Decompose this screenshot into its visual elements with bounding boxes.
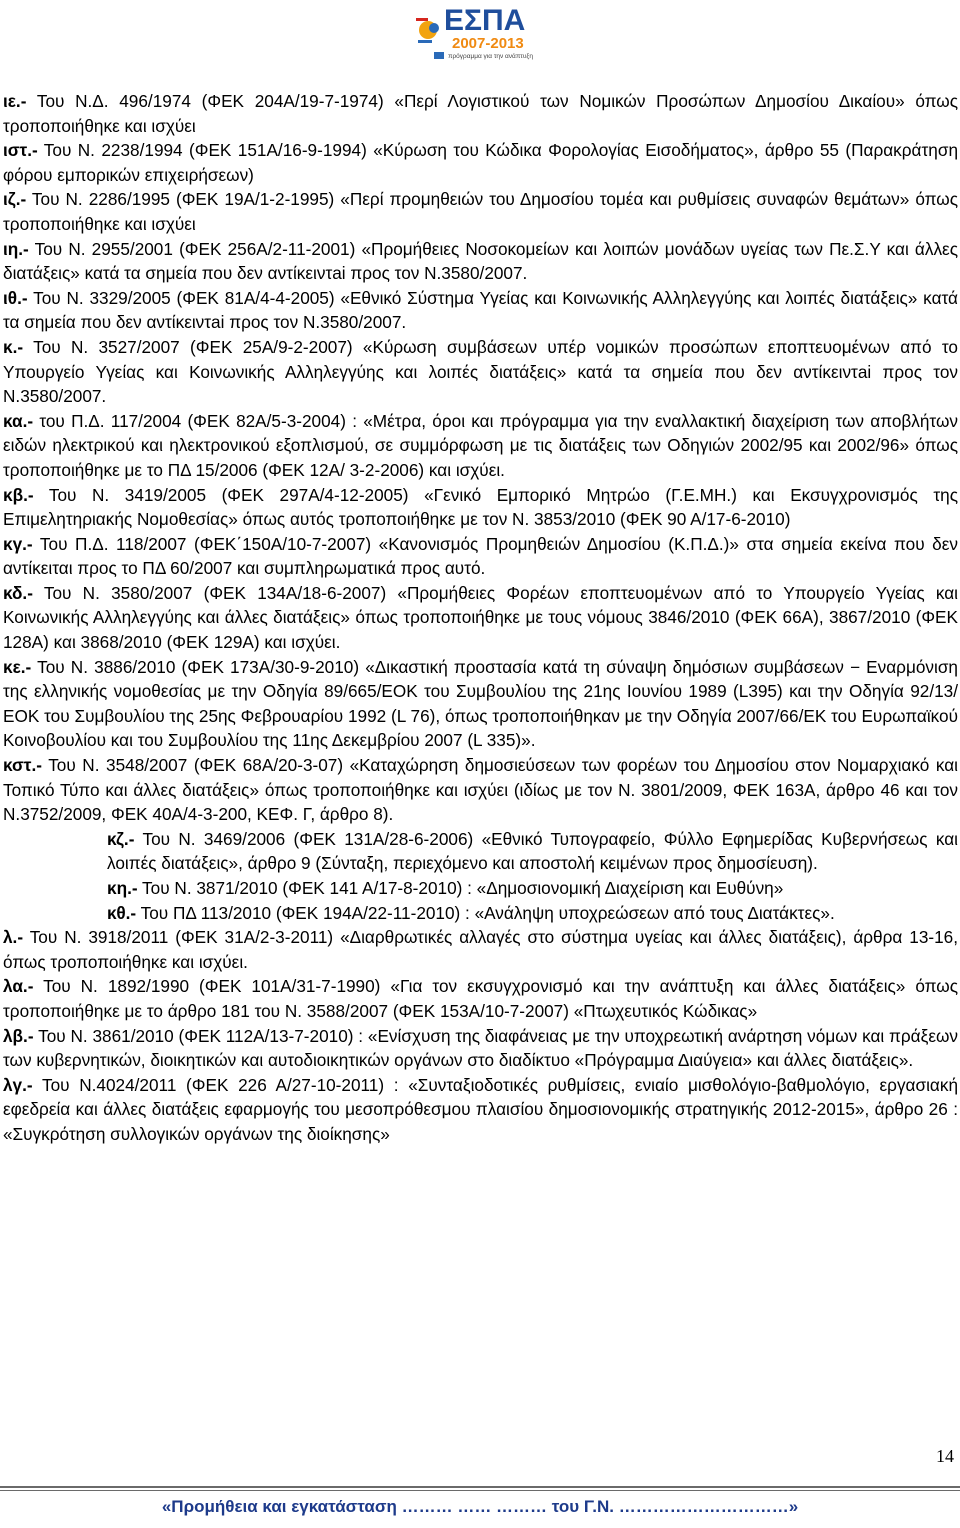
item-label: κη.- xyxy=(107,878,138,898)
item-label: κζ.- xyxy=(107,828,135,849)
item-text: Του Ν. 1892/1990 (ΦΕΚ 101Α/31-7-1990) «Για τον εκσυγχρονισμό και την ανάπτυξη και άλλες διατάξεις» όπως τροποποιήθηκε με το άρθρο 181 του Ν. 3588/2007 (ΦΕΚ 153Α/10-7-2007) «Πτωχευτικός Κώδικας» xyxy=(3,976,958,1021)
item-text: Του Ν. 3861/2010 (ΦΕΚ 112Α/13-7-2010) : «Ενίσχυση της διαφάνειας με την υποχρεωτική ανάρτηση νόμων και πράξεων των κυβερνητικών, διοικητικών και αυτοδιοικητικών οργάνων στο διαδίκτυο «Πρόγραμμα Διαύγεια» και άλλες διατάξεις». xyxy=(3,1025,958,1071)
legislation-item xyxy=(3,237,958,286)
legislation-item xyxy=(3,974,958,1023)
logo-emblem-icon xyxy=(416,18,439,43)
item-label: ιζ.- xyxy=(3,189,27,210)
legislation-item xyxy=(3,753,958,827)
legislation-item xyxy=(3,901,958,926)
item-text: Του Ν. 3329/2005 (ΦΕΚ 81Α/4-4-2005) «Εθνικό Σύστημα Υγείας και Κοινωνικής Αλληλεγγύης και λοιπές διατάξεις» κατά τα σημεία που δεν αντίκειντai προς τον Ν.3580/2007. xyxy=(3,287,958,333)
item-text: του Π.Δ. 117/2004 (ΦΕΚ 82Α/5-3-2004) : «Μέτρα, όροι και πρόγραμμα για την εναλλακτική διαχείριση των αποβλήτων ειδών ηλεκτρικού και ηλεκτρονικού εξοπλισμού, σε συμμόρφωση με τις διατάξεις των Οδηγιών 2002/95 και 2002/96» όπως τροποποιήθηκε με το ΠΔ 15/2006 (ΦΕΚ 12Α/ 3-2-2006) και ισχύει. xyxy=(3,410,958,480)
item-label: κστ.- xyxy=(3,755,42,776)
greek-flag-icon xyxy=(434,52,444,59)
item-text: Του Ν. 2955/2001 (ΦΕΚ 256Α/2-11-2001) «Προμήθειες Νοσοκομείων και λοιπών μονάδων υγείας των Πε.Σ.Υ και άλλες διατάξεις» κατά τα σημεία που δεν αντίκειντai προς τον Ν.3580/2007. xyxy=(3,238,958,284)
footer-divider xyxy=(0,1486,960,1488)
legislation-item xyxy=(3,655,958,753)
item-text: Του Ν. 3469/2006 (ΦΕΚ 131Α/28-6-2006) «Εθνικό Τυπογραφείο, Φύλλο Εφημερίδας Κυβερνήσεως και λοιπές διατάξεις», άρθρο 9 (Σύνταξη, περιεχόμενο και αποστολή κειμένων προς δημοσίευση). xyxy=(107,828,958,874)
legislation-item xyxy=(3,89,958,138)
item-label: λα.- xyxy=(3,976,34,997)
item-label: λ.- xyxy=(3,927,24,948)
item-text: Του ΠΔ 113/2010 (ΦΕΚ 194Α/22-11-2010) : «Ανάληψη υποχρεώσεων από τους Διατάκτες». xyxy=(136,902,835,923)
legislation-item xyxy=(3,483,958,532)
item-label: λγ.- xyxy=(3,1074,33,1095)
item-text: Του Ν.Δ. 496/1974 (ΦΕΚ 204Α/19-7-1974) «Περί Λογιστικού των Νομικών Προσώπων Δημοσίου Δικαίου» όπως τροποποιήθηκε και ισχύει xyxy=(3,91,958,136)
legislation-item xyxy=(3,286,958,335)
legislation-item xyxy=(3,581,958,655)
legislation-item xyxy=(3,335,958,409)
logo-years: 2007-2013 xyxy=(452,35,524,52)
footer-divider-thin xyxy=(0,1490,960,1491)
item-label: ιθ.- xyxy=(3,287,28,308)
espa-logo xyxy=(412,0,548,60)
item-label: κγ.- xyxy=(3,533,33,554)
legislation-item xyxy=(3,827,958,876)
legislation-item xyxy=(3,532,958,581)
item-label: ιη.- xyxy=(3,238,29,259)
legislation-item xyxy=(3,1073,958,1147)
legislation-list xyxy=(3,89,958,1147)
item-text: Του Ν. 3918/2011 (ΦΕΚ 31Α/2-3-2011) «Διαρθρωτικές αλλαγές στο σύστημα υγείας και άλλες διατάξεις), άρθρα 13-16, όπως τροποποιήθηκε και ισχύει. xyxy=(3,927,958,972)
item-text: Του Ν. 3886/2010 (ΦΕΚ 173Α/30-9-2010) «Δικαστική προστασία κατά τη σύναψη δημόσιων συμβάσεων − Εναρμόνιση της ελληνικής νομοθεσίας με την Οδηγία 89/665/ΕΟΚ του Συμβουλίου της 21ης Ιουνίου 1989 (L395) και την Οδηγία 92/13/ΕΟΚ του Συμβουλίου της 25ης Φεβρουαρίου 1992 (L 76), όπως τροποποιήθηκαν με την Οδηγία 2007/66/ΕΚ του Ευρωπαϊκού Κοινοβουλίου και του Συμβουλίου της 11ης Δεκεμβρίου 2007 (L 335)». xyxy=(3,656,958,751)
legislation-item xyxy=(3,187,958,236)
item-label: κ.- xyxy=(3,336,24,357)
item-text: Του Ν. 3527/2007 (ΦΕΚ 25Α/9-2-2007) «Κύρωση συμβάσεων υπέρ νομικών προσώπων εποπτευομένων από το Υπουργείο Υγείας και Κοινωνικής Αλληλεγγύης και λοιπές διατάξεις» κατά τα σημεία που δεν αντίκειντai προς τον Ν.3580/2007. xyxy=(3,336,958,407)
logo-tagline: πρόγραμμα για την ανάπτυξη xyxy=(448,53,533,60)
item-label: κδ.- xyxy=(3,582,33,603)
item-text: Του Ν. 2286/1995 (ΦΕΚ 19Α/1-2-1995) «Περί προμηθειών του Δημοσίου τομέα και ρυθμίσεις συναφών θεμάτων» όπως τροποποιήθηκε και ισχύει xyxy=(3,189,958,234)
legislation-item xyxy=(3,409,958,483)
item-label: ιστ.- xyxy=(3,140,38,161)
legislation-item xyxy=(3,138,958,187)
item-text: Του Ν. 3580/2007 (ΦΕΚ 134Α/18-6-2007) «Προμήθειες Φορέων εποπτευομένων από το Υπουργείο Υγείας και Κοινωνικής Αλληλεγγύης και άλλες διατάξεις» όπως τροποποιήθηκε με τους νόμους 3846/2010 (ΦΕΚ 66Α), 3867/2010 (ΦΕΚ 128Α) και 3868/2010 (ΦΕΚ 129Α) και ισχύει. xyxy=(3,582,958,653)
item-label: ιε.- xyxy=(3,91,27,111)
item-text: Του Ν. 3548/2007 (ΦΕΚ 68Α/20-3-07) «Καταχώρηση δημοσιεύσεων των φορέων του Δημοσίου στον Νομαρχιακό και Τοπικό Τύπο και άλλες διατάξεις» όπως τροποποιήθηκε και ισχύει (ιδίως με τον Ν. 3801/2009, ΦΕΚ 163Α, άρθρο 46 και τον Ν.3752/2009, ΦΕΚ 40Α/4-3-200, ΚΕΦ. Γ, άρθρο 8). xyxy=(3,755,958,825)
item-text: Του Ν. 2238/1994 (ΦΕΚ 151Α/16-9-1994) «Κύρωση του Κώδικα Φορολογίας Εισοδήματος», άρθρο 55 (Παρακράτηση φόρου εμπορικών επιχειρήσεων) xyxy=(3,140,958,185)
footer-title: «Προμήθεια και εγκατάσταση ……… …… ……… του Γ.Ν. …………………………» xyxy=(161,1497,799,1516)
item-text: Του Π.Δ. 118/2007 (ΦΕΚ΄150Α/10-7-2007) «Κανονισμός Προμηθειών Δημοσίου (Κ.Π.Δ.)» στα σημεία εκείνα που δεν αντίκειται προς το ΠΔ 60/2007 και συμπληρωματικά προς αυτό. xyxy=(3,533,958,579)
item-label: κθ.- xyxy=(107,902,137,923)
item-label: κβ.- xyxy=(3,484,34,505)
logo-title: ΕΣΠΑ xyxy=(444,4,526,37)
item-label: κε.- xyxy=(3,656,32,677)
legislation-item xyxy=(3,876,958,901)
item-label: κα.- xyxy=(3,410,34,431)
page-number: 14 xyxy=(936,1446,954,1466)
legislation-item xyxy=(3,925,958,974)
item-text: Του Ν. 3871/2010 (ΦΕΚ 141 Α/17-8-2010) : «Δημοσιονομική Διαχείριση και Ευθύνη» xyxy=(137,878,784,898)
item-label: λβ.- xyxy=(3,1025,34,1046)
item-text: Του Ν. 3419/2005 (ΦΕΚ 297Α/4-12-2005) «Γενικό Εμπορικό Μητρώο (Γ.Ε.ΜΗ.) και Εκσυγχρονισμός της Επιμελητηριακής Νομοθεσίας» όπως αυτός τροποποιήθηκε με τον Ν. 3853/2010 (ΦΕΚ 90 Α/17-6-2010) xyxy=(3,484,958,530)
legislation-item xyxy=(3,1024,958,1073)
item-text: Του Ν.4024/2011 (ΦΕΚ 226 Α/27-10-2011) : «Συνταξιοδοτικές ρυθμίσεις, ενιαίο μισθολόγιο-βαθμολόγιο, εργασιακή εφεδρεία και άλλες διατάξεις εφαρμογής του μεσοπρόθεσμου πλαισίου δημοσιονομικής στρατηγικής 2012-2015», άρθρο 26 : «Συγκρότηση συλλογικών οργάνων της διοίκησης» xyxy=(3,1074,958,1144)
